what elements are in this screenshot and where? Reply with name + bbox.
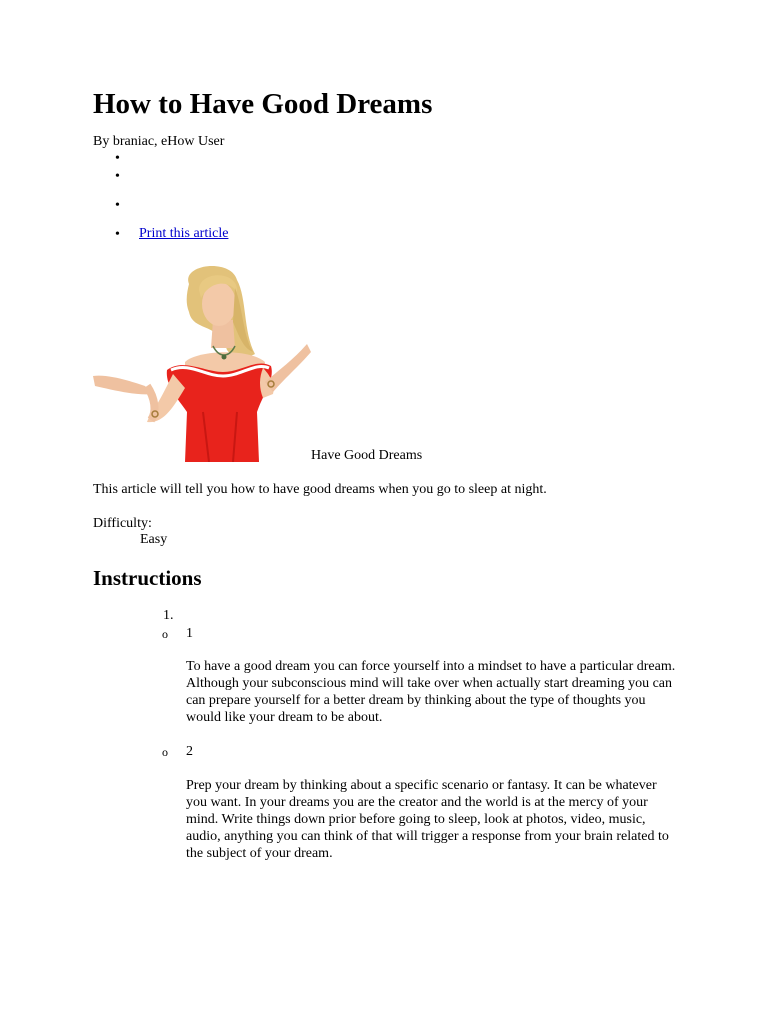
woman-photo [93,262,311,462]
share-bullet: • [115,169,120,184]
print-article-link[interactable]: Print this article [139,226,229,241]
step-text: Prep your dream by thinking about a specific scenario or fantasy. It can be whatever you want. In your dreams you are the creator and the world is at the mercy of your mind. Write things down prior before going to sleep, look at photos, video, music, audio, anything you can think of that will trigger a response from your brain related to the subject of your dream. [186,778,669,861]
author-byline: By braniac, eHow User [93,134,225,149]
step-text: To have a good dream you can force yourself into a mindset to have a particular dream. Although your subconscious mind will take over when actually start dreaming you can can prepare yourself for a better dream by thinking about the type of thoughts you would like your dream to be about. [186,659,676,725]
article-intro: This article will tell you how to have good dreams when you go to sleep at night. [93,482,547,497]
ordered-list-number: 1. [163,608,174,623]
article-title: How to Have Good Dreams [93,88,433,120]
difficulty-value: Easy [140,532,168,547]
instructions-heading: Instructions [93,566,202,590]
sub-bullet: o [162,745,168,759]
print-bullet: • [115,227,120,242]
difficulty-label: Difficulty: [93,516,152,531]
share-bullet: • [115,151,120,166]
image-caption: Have Good Dreams [311,448,423,463]
step-number: 2 [186,744,193,759]
share-bullet: • [115,198,120,213]
sub-bullet: o [162,627,168,641]
step-number: 1 [186,626,193,641]
